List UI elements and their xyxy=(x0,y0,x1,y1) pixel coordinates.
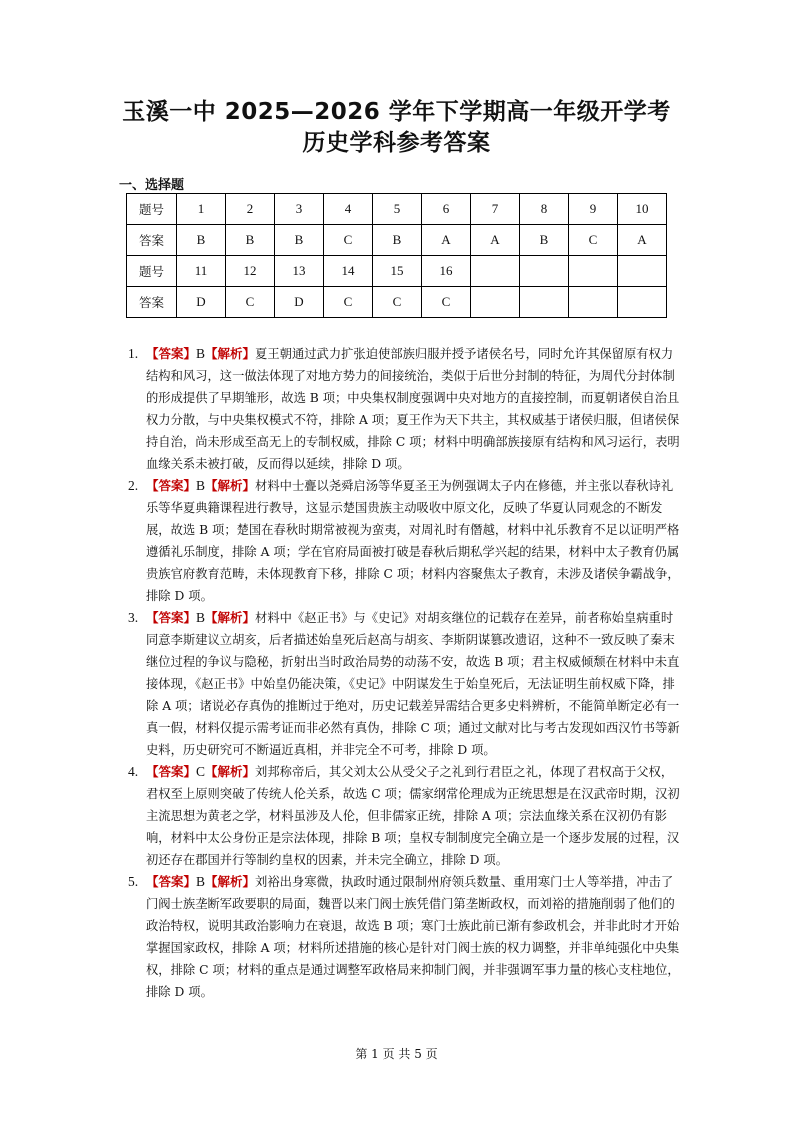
table-cell: D xyxy=(177,287,226,318)
analysis-list xyxy=(128,343,680,1003)
table-cell xyxy=(618,256,667,287)
item-number: 3. xyxy=(128,610,139,625)
analysis-item xyxy=(128,475,680,607)
document-title-line2: 历史学科参考答案 xyxy=(302,130,491,156)
table-cell xyxy=(569,256,618,287)
item-number: 4. xyxy=(128,764,139,779)
analysis-tag: 【解析】 xyxy=(205,346,256,361)
table-cell xyxy=(618,287,667,318)
item-number: 1. xyxy=(128,346,139,361)
table-cell xyxy=(471,256,520,287)
table-cell: 5 xyxy=(373,194,422,225)
table-row xyxy=(127,194,667,225)
table-cell: D xyxy=(275,287,324,318)
answer-letter: C xyxy=(196,764,206,779)
table-cell: 1 xyxy=(177,194,226,225)
table-cell: 12 xyxy=(226,256,275,287)
answer-letter: B xyxy=(196,610,206,625)
answer-tag: 【答案】 xyxy=(146,610,197,625)
answer-letter: B xyxy=(196,478,206,493)
analysis-item xyxy=(128,343,680,475)
table-cell: B xyxy=(275,225,324,256)
table-cell: 16 xyxy=(422,256,471,287)
analysis-text: 材料中士亹以尧舜启汤等华夏圣王为例强调太子内在修德，并主张以春秋诗礼乐等华夏典籍课程进行教导，这显示楚国贵族主动吸收中原文化，反映了华夏认同观念的不断发展，故选 B 项；楚国在春秋时期常被视为蛮夷，对周礼时有僭越，材料中礼乐教育不足以证明严格遵循礼乐制度，排除 A 项；学在官府局面被打破是春秋后期私学兴起的结果，材料中太子教育仍属贵族官府教育范畴，未体现教育下移，排除 C 项；材料内容聚焦太子教育，未涉及诸侯争霸战争，排除 D 项。 xyxy=(146,479,680,603)
answer-tag: 【答案】 xyxy=(146,764,197,779)
section-heading: 一、选择题 xyxy=(119,178,185,193)
table-cell xyxy=(569,287,618,318)
table-cell: B xyxy=(373,225,422,256)
table-cell: B xyxy=(520,225,569,256)
analysis-tag: 【解析】 xyxy=(205,764,256,779)
analysis-text: 刘邦称帝后，其父刘太公从受父子之礼到行君臣之礼，体现了君权高于父权，君权至上原则突破了传统人伦关系，故选 C 项；儒家纲常伦理成为正统思想是在汉武帝时期，汉初主流思想为黄老之学，材料虽涉及人伦，但非儒家正统，排除 A 项；宗法血缘关系在汉初仍有影响，材料中太公身份正是宗法体现，排除 B 项；皇权专制制度完全确立是一个逐步发展的过程，汉初还存在郡国并行等制约皇权的因素，并未完全确立，排除 D 项。 xyxy=(146,765,680,867)
page-footer: 第 1 页 共 5 页 xyxy=(355,1047,438,1061)
table-cell: B xyxy=(177,225,226,256)
analysis-text: 刘裕出身寒微，执政时通过限制州府领兵数量、重用寒门士人等举措，冲击了门阀士族垄断军政要职的局面，魏晋以来门阀士族凭借门第垄断政权，而刘裕的措施削弱了他们的政治特权，说明其政治影响力在衰退，故选 B 项；寒门士族此前已渐有参政机会，并非此时才开始掌握国家政权，排除 A 项；材料所述措施的核心是针对门阀士族的权力调整，并非单纯强化中央集权，排除 C 项；材料的重点是通过调整军政格局来抑制门阀，并非强调军事力量的核心支柱地位，排除 D 项。 xyxy=(146,875,680,999)
table-cell: B xyxy=(226,225,275,256)
table-row-header: 题号 xyxy=(127,256,177,287)
answer-letter: B xyxy=(196,874,206,889)
table-cell: A xyxy=(422,225,471,256)
answer-letter: B xyxy=(196,346,206,361)
item-number: 2. xyxy=(128,478,139,493)
table-cell: 11 xyxy=(177,256,226,287)
item-number: 5. xyxy=(128,874,139,889)
table-cell: C xyxy=(324,225,373,256)
answer-tag: 【答案】 xyxy=(146,874,197,889)
table-row-header: 答案 xyxy=(127,225,177,256)
table-cell: 10 xyxy=(618,194,667,225)
table-cell: 15 xyxy=(373,256,422,287)
table-cell: A xyxy=(471,225,520,256)
table-cell: C xyxy=(226,287,275,318)
analysis-item xyxy=(128,871,680,1003)
analysis-item xyxy=(128,607,680,761)
table-cell: 14 xyxy=(324,256,373,287)
table-cell: C xyxy=(373,287,422,318)
table-cell: 9 xyxy=(569,194,618,225)
table-row xyxy=(127,225,667,256)
analysis-item xyxy=(128,761,680,871)
table-cell xyxy=(520,256,569,287)
answer-table xyxy=(126,193,667,318)
table-cell: C xyxy=(422,287,471,318)
table-cell: 13 xyxy=(275,256,324,287)
analysis-tag: 【解析】 xyxy=(205,874,256,889)
table-cell: 8 xyxy=(520,194,569,225)
analysis-text: 材料中《赵正书》与《史记》对胡亥继位的记载存在差异，前者称始皇病重时同意李斯建议立胡亥，后者描述始皇死后赵高与胡亥、李斯阴谋篡改遗诏，这种不一致反映了秦末继位过程的争议与隐秘，折射出当时政治局势的动荡不安，故选 B 项；君主权威倾颓在材料中未直接体现，《赵正书》中始皇仍能决策，《史记》中阴谋发生于始皇死后，无法证明生前权威下降，排除 A 项；诸说必存真伪的推断过于绝对，历史记载差异需结合更多史料辨析，不能简单断定必有一真一假，材料仅提示需考证而非必然有真伪，排除 C 项；通过文献对比与考古发现如西汉竹书等新史料，历史研究可不断逼近真相，并非完全不可考，排除 D 项。 xyxy=(146,611,680,757)
table-row xyxy=(127,256,667,287)
analysis-tag: 【解析】 xyxy=(205,478,256,493)
table-cell: C xyxy=(569,225,618,256)
table-row-header: 题号 xyxy=(127,194,177,225)
analysis-text: 夏王朝通过武力扩张迫使部族归服并授予诸侯名号，同时允许其保留原有权力结构和风习，这一做法体现了对地方势力的间接统治，类似于后世分封制的特征，为周代分封体制的形成提供了早期雏形，故选 B 项；中央集权制度强调中央对地方的直接控制，而夏朝诸侯自治且权力分散，与中央集权模式不符，排除 A 项；夏王作为天下共主，其权威基于诸侯归服，但诸侯保持自治，尚未形成至高无上的专制权威，排除 C 项；材料中明确部族接原有结构和风习运行，表明血缘关系未被打破，反而得以延续，排除 D 项。 xyxy=(146,347,680,471)
table-cell: 3 xyxy=(275,194,324,225)
table-cell: 6 xyxy=(422,194,471,225)
table-row-header: 答案 xyxy=(127,287,177,318)
table-cell: 2 xyxy=(226,194,275,225)
table-cell: A xyxy=(618,225,667,256)
table-cell xyxy=(471,287,520,318)
document-title-line1: 玉溪一中 2025—2026 学年下学期高一年级开学考 xyxy=(122,99,671,125)
table-cell: C xyxy=(324,287,373,318)
table-cell: 4 xyxy=(324,194,373,225)
table-cell: 7 xyxy=(471,194,520,225)
answer-tag: 【答案】 xyxy=(146,478,197,493)
table-row xyxy=(127,287,667,318)
answer-tag: 【答案】 xyxy=(146,346,197,361)
table-cell xyxy=(520,287,569,318)
analysis-tag: 【解析】 xyxy=(205,610,256,625)
